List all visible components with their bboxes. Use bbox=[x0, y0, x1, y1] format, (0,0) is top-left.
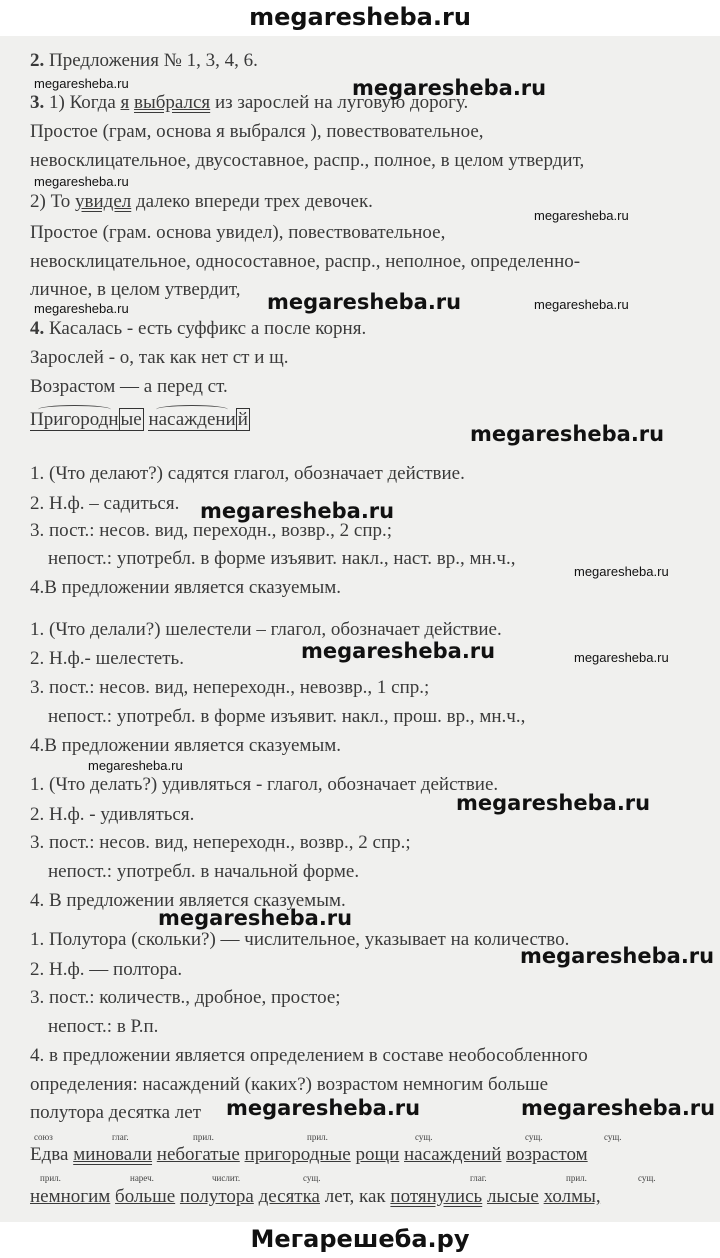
watermark: megaresheba.ru bbox=[301, 639, 496, 663]
analysis-line: личное, в целом утвердит, bbox=[30, 279, 241, 300]
watermark: megaresheba.ru bbox=[520, 944, 715, 968]
analysis-line: 2. Н.ф. — полтора. bbox=[30, 959, 183, 980]
analysis-line: 4. В предложении является сказуемым. bbox=[30, 890, 346, 911]
word-root: насаждени bbox=[148, 409, 236, 430]
parsed-sentence: Едва миновали небогатые пригородные рощи насаждений возрастом bbox=[30, 1144, 588, 1165]
analysis-line: Простое (грам. основа увидел), повествовательное, bbox=[30, 222, 446, 243]
task-number: 4. bbox=[30, 318, 45, 339]
analysis-line: непост.: употребл. в форме изъявит. накл., прош. вр., мн.ч., bbox=[48, 706, 526, 727]
pos-label: прил. bbox=[566, 1173, 587, 1183]
analysis-line: 2. Н.ф. – садиться. bbox=[30, 493, 180, 514]
word-ending: ые bbox=[120, 409, 142, 430]
watermark: megaresheba.ru bbox=[158, 906, 353, 930]
task4-line: Зарослей - о, так как нет ст и щ. bbox=[30, 347, 289, 368]
task2-line bbox=[30, 50, 258, 72]
watermark: megaresheba.ru bbox=[267, 290, 462, 314]
watermark: megaresheba.ru bbox=[534, 297, 629, 312]
parsed-sentence: немногим больше полутора десятка лет, как потянулись лысые холмы, bbox=[30, 1186, 601, 1207]
pos-label: сущ. bbox=[415, 1132, 433, 1142]
watermark: megaresheba.ru bbox=[470, 422, 665, 446]
pos-label: прил. bbox=[193, 1132, 214, 1142]
task2-text: Предложения № 1, 3, 4, 6. bbox=[44, 50, 258, 71]
site-footer[interactable]: Мегарешеба.ру bbox=[250, 1225, 470, 1253]
analysis-line: определения: насаждений (каких?) возрастом немногим больше bbox=[30, 1074, 549, 1095]
watermark: megaresheba.ru bbox=[34, 301, 129, 316]
analysis-line: 3. пост.: несов. вид, переходн., возвр., 2 спр.; bbox=[30, 520, 393, 541]
task4-line: Возрастом — а перед ст. bbox=[30, 376, 228, 397]
analysis-line: 3. пост.: несов. вид, непереходн., возвр., 2 спр.; bbox=[30, 832, 411, 853]
task4-line: 4. Касалась - есть суффикс а после корня. bbox=[30, 318, 367, 339]
analysis-line: непост.: употребл. в начальной форме. bbox=[48, 861, 360, 882]
task3-sentence1: 3. 1) Когда я выбрался из зарослей на луговую дорогу. bbox=[30, 92, 469, 113]
analysis-line: 3. пост.: количеств., дробное, простое; bbox=[30, 987, 341, 1008]
task-number: 3. bbox=[30, 92, 45, 113]
pos-label: сущ. bbox=[604, 1132, 622, 1142]
pos-label: сущ. bbox=[525, 1132, 543, 1142]
watermark: megaresheba.ru bbox=[456, 791, 651, 815]
site-header[interactable]: megaresheba.ru bbox=[249, 3, 471, 31]
predicate-word: увидел bbox=[75, 191, 132, 212]
watermark: megaresheba.ru bbox=[226, 1096, 421, 1120]
pos-label: прил. bbox=[40, 1173, 61, 1183]
analysis-line: полутора десятка лет bbox=[30, 1102, 202, 1123]
analysis-line: 1. (Что делают?) садятся глагол, обозначает действие. bbox=[30, 463, 465, 484]
subject-word: я bbox=[120, 92, 130, 113]
watermark: megaresheba.ru bbox=[534, 208, 629, 223]
word-ending: й bbox=[237, 409, 248, 430]
pos-label: прил. bbox=[307, 1132, 328, 1142]
watermark: megaresheba.ru bbox=[574, 564, 669, 579]
pos-label: глаг. bbox=[470, 1173, 487, 1183]
morpheme-analysis bbox=[30, 409, 250, 441]
word-root: Пригородн bbox=[30, 409, 119, 430]
analysis-line: невосклицательное, односоставное, распр., неполное, определенно- bbox=[30, 251, 581, 272]
watermark: megaresheba.ru bbox=[34, 76, 129, 91]
analysis-line: 2. Н.ф.- шелестеть. bbox=[30, 648, 184, 669]
watermark: megaresheba.ru bbox=[34, 174, 129, 189]
textbook-page bbox=[0, 36, 720, 1222]
watermark: megaresheba.ru bbox=[521, 1096, 716, 1120]
pos-label: нареч. bbox=[130, 1173, 154, 1183]
watermark: megaresheba.ru bbox=[200, 499, 395, 523]
pos-label: сущ. bbox=[638, 1173, 656, 1183]
task3-sentence2: 2) То увидел далеко впереди трех девочек. bbox=[30, 191, 373, 212]
analysis-line: непост.: в Р.п. bbox=[48, 1016, 159, 1037]
analysis-line: 1. (Что делать?) удивляться - глагол, обозначает действие. bbox=[30, 774, 499, 795]
watermark: megaresheba.ru bbox=[352, 76, 547, 100]
pos-label: глаг. bbox=[112, 1132, 129, 1142]
watermark: megaresheba.ru bbox=[574, 650, 669, 665]
analysis-line: Простое (грам, основа я выбрался ), повествовательное, bbox=[30, 121, 484, 142]
analysis-line: 4.В предложении является сказуемым. bbox=[30, 735, 341, 756]
analysis-line: 3. пост.: несов. вид, непереходн., невозвр., 1 спр.; bbox=[30, 677, 430, 698]
pos-label: сущ. bbox=[303, 1173, 321, 1183]
analysis-line: 1. (Что делали?) шелестели – глагол, обозначает действие. bbox=[30, 619, 502, 640]
analysis-line: 4.В предложении является сказуемым. bbox=[30, 577, 341, 598]
predicate-word: выбрался bbox=[134, 92, 211, 113]
analysis-line: 1. Полутора (скольки?) — числительное, указывает на количество. bbox=[30, 929, 570, 950]
task-number: 2. bbox=[30, 50, 45, 71]
watermark: megaresheba.ru bbox=[88, 758, 183, 773]
analysis-line: 4. в предложении является определением в составе необособленного bbox=[30, 1045, 588, 1066]
analysis-line: невосклицательное, двусоставное, распр., полное, в целом утвердит, bbox=[30, 150, 585, 171]
analysis-line: непост.: употребл. в форме изъявит. накл., наст. вр., мн.ч., bbox=[48, 548, 516, 569]
pos-label: союз bbox=[34, 1132, 53, 1142]
pos-label: числит. bbox=[212, 1173, 241, 1183]
analysis-line: 2. Н.ф. - удивляться. bbox=[30, 804, 195, 825]
